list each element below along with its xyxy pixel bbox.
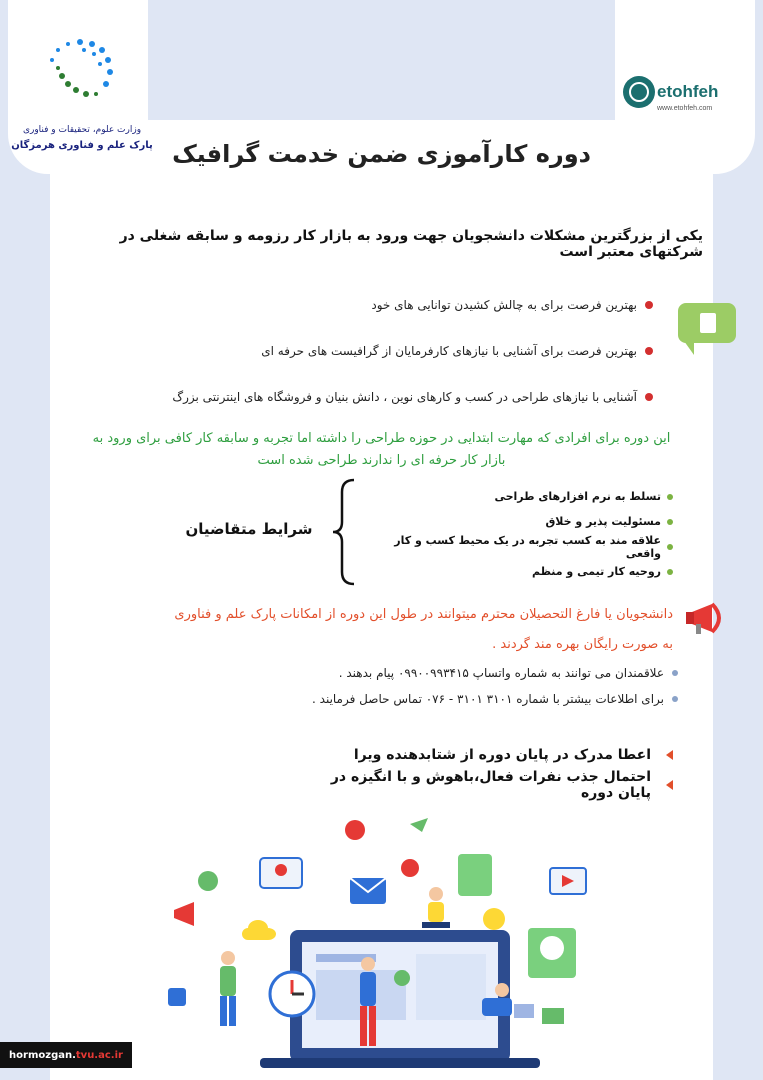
bullet-dot	[645, 393, 653, 401]
free-access-text	[80, 600, 673, 660]
bullet-dot	[645, 301, 653, 309]
list-item	[300, 770, 673, 800]
park-logo-line-2: پارک علم و فناوری هرمزگان	[11, 140, 153, 151]
paper-plane-icon	[410, 818, 428, 832]
list-item	[240, 686, 678, 712]
person-icon	[429, 887, 443, 901]
smile-icon	[394, 970, 410, 986]
certificate-text: اعطا مدرک در پایان دوره از شتابدهنده ویرا	[353, 747, 651, 763]
chat-document-icon	[678, 303, 736, 343]
condition-text: علاقه مند به کسب تجربه در یک محیط کسب و کار واقعی	[394, 533, 661, 560]
page-title: دوره کارآموزی ضمن خدمت گرافیک	[172, 140, 591, 168]
like-icon	[168, 988, 186, 1006]
etohfeh-logo-url: www.etohfeh.com	[657, 105, 713, 112]
target-audience-text	[60, 428, 703, 472]
whatsapp-info: علاقمندان می توانند به شماره واتساپ ۰۹۹۰۰۹۹۳۴۱۵ پیام بدهند .	[338, 666, 664, 680]
person-icon	[495, 983, 509, 997]
audience-line-2: بازار کار حرفه ای را ندارند طراحی شده است	[257, 453, 506, 468]
benefit-text: بهترین فرصت برای به چالش کشیدن توانایی های خود	[371, 298, 637, 312]
contact-info	[240, 660, 678, 712]
list-item	[120, 374, 653, 420]
bullet-dot	[645, 347, 653, 355]
benefit-text: بهترین فرصت برای آشنایی با نیازهای کارفرمایان از گرافیست های حرفه ای	[261, 344, 637, 358]
bullet-dot	[672, 696, 678, 702]
chat-document-icon	[458, 854, 492, 896]
list-item	[360, 484, 673, 509]
conditions-list	[360, 484, 673, 584]
bullet-dot	[667, 494, 673, 500]
benefits-list	[120, 282, 653, 420]
megaphone-icon	[174, 902, 194, 926]
bullet-dot	[667, 544, 673, 550]
condition-text: روحیه کار تیمی و منظم	[531, 565, 661, 578]
list-item	[360, 509, 673, 534]
smile-icon	[483, 908, 505, 930]
condition-text: مسئولیت پذیر و خلاق	[545, 515, 661, 528]
heart-icon	[345, 820, 365, 840]
brace-icon	[330, 478, 360, 586]
list-item	[360, 559, 673, 584]
park-logo	[11, 20, 153, 160]
benefit-text: آشنایی با نیازهای طراحی در کسب و کارهای نوین ، دانش بنیان و فروشگاه های اینترنتی بزرگ	[172, 390, 637, 404]
free-access-line-1: دانشجویان یا فارغ التحصیلان محترم میتوانند در طول این دوره از امکانات پارک علم و فناوری	[174, 607, 673, 622]
url-main: hormozgan.	[9, 1049, 76, 1061]
conditions-label: شرایط متقاضیان	[185, 520, 313, 538]
etohfeh-emblem-icon	[623, 76, 655, 108]
park-logo-line-1: وزارت علوم، تحقیقات و فناوری	[22, 125, 142, 135]
park-logo-icon	[11, 20, 153, 160]
url-badge	[0, 1042, 132, 1068]
arrow-icon	[659, 780, 673, 790]
heart-icon	[401, 859, 419, 877]
list-item	[360, 534, 673, 559]
free-access-line-2: به صورت رایگان بهره مند گردند .	[492, 637, 673, 652]
digital-marketing-illustration	[110, 818, 650, 1080]
smile-icon	[198, 871, 218, 891]
phone-info: برای اطلاعات بیشتر با شماره ۳۱۰۱ ۳۱۰۱ - ۰۷۶ تماس حاصل فرمایند .	[312, 692, 664, 706]
etohfeh-logo-text: etohfeh	[657, 82, 719, 101]
etohfeh-logo	[621, 70, 741, 120]
recruitment-text: احتمال جذب نفرات فعال،باهوش و با انگیزه در پایان دوره	[330, 769, 651, 801]
arrow-icon	[659, 750, 673, 760]
condition-text: تسلط به نرم افزارهای طراحی	[494, 490, 661, 503]
audience-line-1: این دوره برای افرادی که مهارت ابتدایی در حوزه طراحی را داشته اما تجربه و سابقه کار کافی برای ورود به	[92, 431, 671, 446]
bullet-dot	[672, 670, 678, 676]
bullet-dot	[667, 519, 673, 525]
list-item	[240, 660, 678, 686]
list-item	[120, 328, 653, 374]
cart-icon	[542, 1008, 564, 1024]
bullet-dot	[667, 569, 673, 575]
url-accent: tvu.ac.ir	[75, 1049, 123, 1061]
headline: یکی از بزرگترین مشکلات دانشجویان جهت ورود به بازار کار رزومه و سابقه شغلی در شرکتهای معتبر است	[119, 228, 703, 260]
person-icon	[361, 957, 375, 971]
megaphone-icon	[682, 598, 738, 640]
cloud-icon	[242, 920, 276, 940]
person-icon	[221, 951, 235, 965]
list-item	[120, 282, 653, 328]
list-item	[300, 740, 673, 770]
certificate-info	[300, 740, 673, 800]
